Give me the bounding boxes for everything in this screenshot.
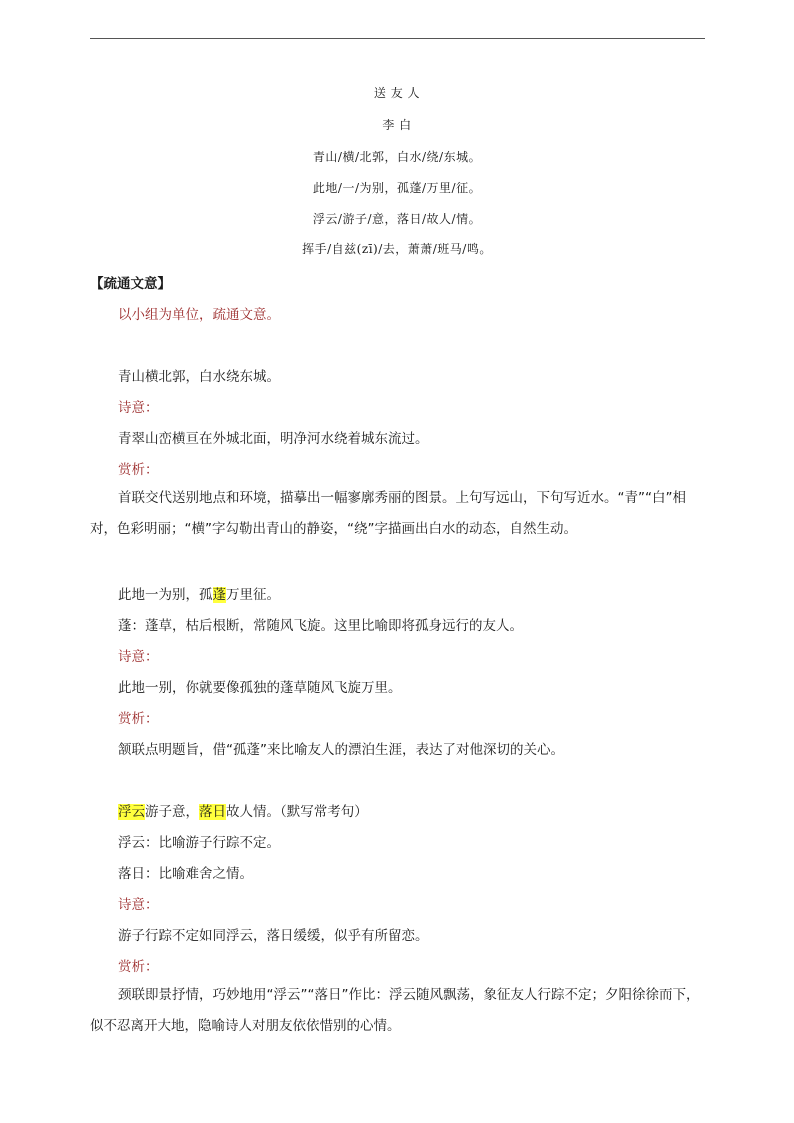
header-rule <box>90 38 705 39</box>
couplet3-text <box>118 800 368 820</box>
poem-line-2: 此地/一/为别，孤蓬/万里/征。 <box>312 181 482 195</box>
couplet1-appreciation: 首联交代送别地点和环境，描摹出一幅寥廓秀丽的图景。上句写远山，下句写近水。“青”“白”相对，色彩明丽；“横”字勾勒出青山的静姿，“绕”字描画出白水的动态，自然生动。 <box>90 490 686 537</box>
couplet1-meaning-label: 诗意： <box>118 400 159 416</box>
couplet2-note: 蓬：蓬草，枯后根断，常随风飞旋。这里比喻即将孤身远行的友人。 <box>118 618 523 634</box>
couplet2-text <box>118 583 280 603</box>
couplet3-note-1: 浮云：比喻游子行踪不定。 <box>118 835 280 851</box>
couplet1-text: 青山横北郭，白水绕东城。 <box>118 369 280 385</box>
poem-line-4: 挥手/自兹(zī)/去，萧萧/班马/鸣。 <box>302 242 492 256</box>
couplet1-appreciation-label: 赏析： <box>118 462 159 478</box>
couplet3-meaning: 游子行踪不定如同浮云，落日缓缓，似乎有所留恋。 <box>118 928 429 944</box>
couplet2-meaning: 此地一别，你就要像孤独的蓬草随风飞旋万里。 <box>118 680 402 696</box>
couplet3-appreciation: 颈联即景抒情，巧妙地用“浮云”“落日”作比：浮云随风飘荡，象征友人行踪不定；夕阳徐徐而下，似不忍离开大地，隐喻诗人对朋友依依惜别的心情。 <box>90 987 700 1034</box>
couplet3-highlight-1: 浮云 <box>118 804 145 820</box>
couplet3-meaning-label: 诗意： <box>118 897 159 913</box>
instruction-text: 以小组为单位，疏通文意。 <box>118 307 280 323</box>
couplet2-appreciation: 颔联点明题旨，借“孤蓬”来比喻友人的漂泊生涯，表达了对他深切的关心。 <box>118 742 564 758</box>
couplet3-text-end: 故人情。（默写常考句） <box>226 804 368 820</box>
couplet2-highlight: 蓬 <box>212 587 226 603</box>
couplet2-text-a: 此地一为别，孤 <box>118 587 213 603</box>
couplet2-text-b: 万里征。 <box>226 587 280 603</box>
couplet3-text-mid: 游子意， <box>145 804 199 820</box>
poem-author: 李 白 <box>382 118 412 132</box>
couplet3-appreciation-label: 赏析： <box>118 959 159 975</box>
section-heading: 【疏通文意】 <box>90 276 171 292</box>
couplet2-meaning-label: 诗意： <box>118 649 159 665</box>
poem-line-3: 浮云/游子/意，落日/故人/情。 <box>312 212 482 226</box>
poem-line-1: 青山/横/北郭，白水/绕/东城。 <box>312 150 482 164</box>
couplet3-note-2: 落日：比喻难舍之情。 <box>118 866 253 882</box>
couplet1-meaning: 青翠山峦横亘在外城北面，明净河水绕着城东流过。 <box>118 431 429 447</box>
poem-title: 送 友 人 <box>373 86 421 100</box>
couplet2-appreciation-label: 赏析： <box>118 711 159 727</box>
couplet3-highlight-2: 落日 <box>199 804 226 820</box>
